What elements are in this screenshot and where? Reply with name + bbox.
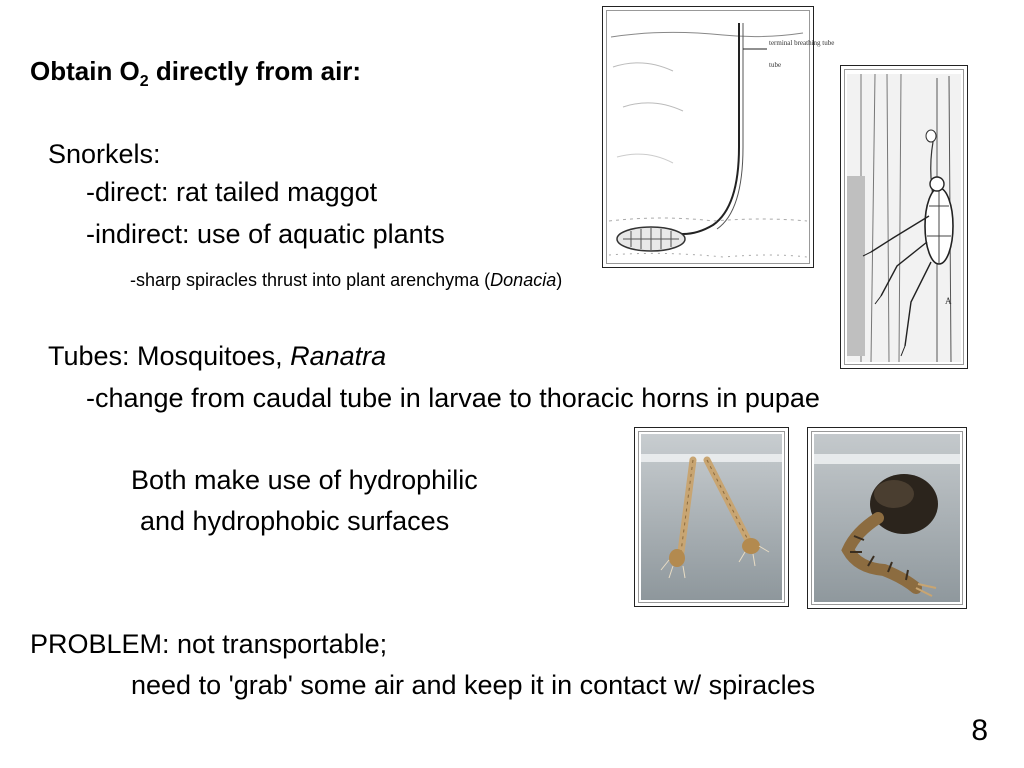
- slide-heading: Obtain $O_2$ directly from air:: [30, 56, 362, 90]
- snorkels-label: Snorkels:: [48, 139, 161, 169]
- beetle-illustration: [841, 66, 967, 368]
- both-line-2: and hydrophobic surfaces: [140, 506, 450, 536]
- tubes-label: Tubes: Mosquitoes, Ranatra: [48, 341, 387, 371]
- maggot-caption: tube: [769, 61, 782, 69]
- beetle-label: A: [945, 296, 952, 306]
- both-line-1: Both make use of hydrophilic: [131, 465, 478, 495]
- problem-line-1: PROBLEM: not transportable;: [30, 629, 388, 659]
- larvae-illustration: [635, 428, 788, 606]
- maggot-label: terminal breathing tube: [769, 39, 835, 47]
- problem-line-2: need to 'grab' some air and keep it in contact w/ spiracles: [131, 670, 816, 700]
- donacia-beetle-figure: [840, 65, 968, 369]
- direct-item: -direct: rat tailed maggot: [86, 177, 378, 207]
- page-number: 8: [971, 714, 988, 747]
- rat-tailed-maggot-figure: [602, 6, 835, 268]
- pupa-illustration: [808, 428, 966, 608]
- indirect-item: -indirect: use of aquatic plants: [86, 219, 445, 249]
- sharp-spiracles-note: -sharp spiracles thrust into plant arenchyma (Donacia): [130, 270, 563, 290]
- mosquito-larvae-photo: [634, 427, 789, 607]
- maggot-illustration: [603, 7, 835, 267]
- change-item: -change from caudal tube in larvae to thoracic horns in pupae: [86, 383, 820, 413]
- mosquito-pupa-photo: [807, 427, 967, 609]
